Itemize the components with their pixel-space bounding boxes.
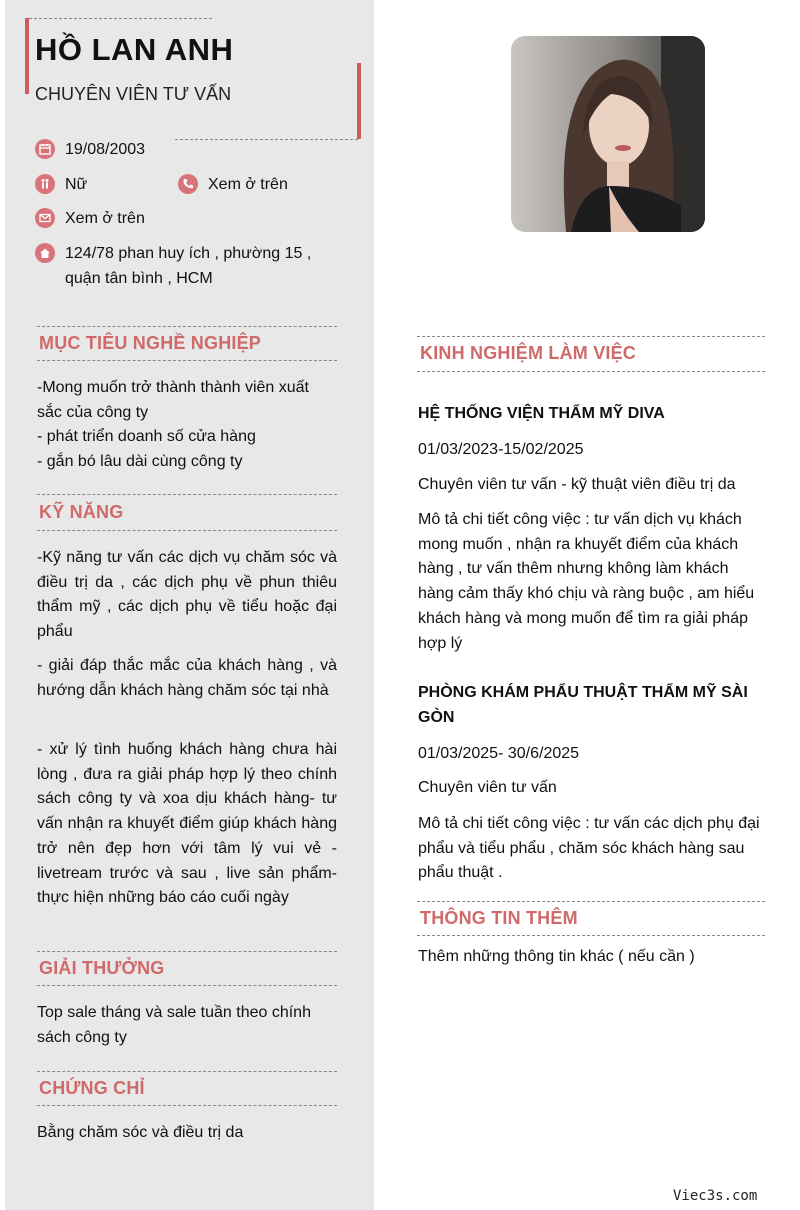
mail-icon bbox=[35, 208, 55, 228]
phone-icon bbox=[178, 174, 198, 194]
address-line-2: quận tân bình , HCM bbox=[65, 270, 213, 287]
certificates-text: Bằng chăm sóc và điều trị da bbox=[37, 1124, 244, 1141]
candidate-name: HỒ LAN ANH bbox=[35, 32, 234, 67]
skills-heading: KỸ NĂNG bbox=[39, 502, 124, 522]
objective-heading: MỤC TIÊU NGHỀ NGHIỆP bbox=[39, 333, 262, 353]
gender-icon bbox=[35, 174, 55, 194]
skill-paragraph: -Kỹ năng tư vấn các dịch vụ chăm sóc và điều trị da , các dịch phụ về phun thiêu thẩm mỹ , các dịch phụ về tiểu hoặc đại phẩu bbox=[37, 549, 337, 641]
objective-line: - gắn bó lâu dài cùng công ty bbox=[37, 453, 243, 471]
candidate-title: CHUYÊN VIÊN TƯ VẤN bbox=[35, 84, 232, 104]
title-accent-bar bbox=[357, 63, 361, 139]
objective-rule-bottom bbox=[37, 360, 337, 361]
job-company: PHÒNG KHÁM PHẨU THUẬT THẨM MỸ SÀI GÒN bbox=[418, 684, 748, 726]
experience-rule-bottom bbox=[417, 371, 765, 372]
additional-heading: THÔNG TIN THÊM bbox=[420, 908, 578, 928]
job-position: Chuyên viên tư vấn bbox=[418, 779, 557, 796]
skills-rule-top bbox=[37, 494, 337, 495]
certificates-rule-bottom bbox=[37, 1105, 337, 1106]
gender-value: Nữ bbox=[65, 176, 88, 193]
home-icon bbox=[35, 243, 55, 263]
objective-rule-top bbox=[37, 326, 337, 327]
awards-text: Top sale tháng và sale tuần theo chính sách công ty bbox=[37, 1004, 311, 1046]
header-bottom-rule bbox=[175, 139, 358, 140]
awards-heading: GIẢI THƯỞNG bbox=[39, 958, 165, 978]
profile-photo bbox=[511, 36, 705, 232]
skills-rule-bottom bbox=[37, 530, 337, 531]
site-watermark: Viec3s.com bbox=[673, 1188, 758, 1204]
certificates-heading: CHỨNG CHỈ bbox=[39, 1078, 145, 1098]
experience-rule-top bbox=[417, 336, 765, 337]
objective-line: sắc của công ty bbox=[37, 403, 149, 421]
experience-heading: KINH NGHIỆM LÀM VIỆC bbox=[420, 343, 637, 363]
objective-line: -Mong muốn trở thành thành viên xuất bbox=[37, 379, 309, 396]
additional-rule-top bbox=[417, 901, 765, 902]
calendar-icon bbox=[35, 139, 55, 159]
awards-rule-top bbox=[37, 951, 337, 952]
birthday-value: 19/08/2003 bbox=[65, 141, 146, 158]
job-description: Mô tả chi tiết công việc : tư vấn dịch vụ khách mong muốn , nhận ra khuyết điểm của khách hàng , tư vấn thêm nhưng không làm khách hàng cảm thấy khó chịu và ràng buộc , am hiểu khách hàng và mong muốn để tìm ra giải pháp hợp lý bbox=[418, 511, 755, 652]
objective-text bbox=[37, 376, 337, 475]
awards-rule-bottom bbox=[37, 985, 337, 986]
email-value: Xem ở trên bbox=[65, 210, 145, 227]
header-top-rule bbox=[29, 18, 212, 19]
additional-rule-bottom bbox=[417, 935, 765, 936]
phone-value: Xem ở trên bbox=[208, 176, 288, 193]
job-dates: 01/03/2025- 30/6/2025 bbox=[418, 745, 580, 762]
job-description: Mô tả chi tiết công việc : tư vấn các dịch phụ đại phẩu và tiểu phẩu , chăm sóc khách hàng sau phẩu thuật . bbox=[418, 815, 760, 882]
job-company: HỆ THỐNG VIỆN THẨM MỸ DIVA bbox=[418, 405, 665, 422]
skill-paragraph: - xử lý tình huống khách hàng chưa hài lòng , đưa ra giải pháp hợp lý theo chính sách công ty và xoa dịu khách hàng- tư vấn nhận ra khuyết điểm giúp khách hàng trở nên đẹp hơn với tâm lý vui vẻ - livetream trước và sau , live sản phẩm- thực hiện những báo cáo cuối ngày bbox=[37, 741, 337, 907]
additional-text: Thêm những thông tin khác ( nếu cần ) bbox=[418, 948, 695, 965]
name-accent-bar bbox=[25, 18, 29, 94]
job-position: Chuyên viên tư vấn - kỹ thuật viên điều trị da bbox=[418, 476, 736, 493]
objective-line: - phát triển doanh số cửa hàng bbox=[37, 428, 256, 446]
skill-paragraph: - giải đáp thắc mắc của khách hàng , và hướng dẫn khách hàng chăm sóc tại nhà bbox=[37, 657, 337, 699]
certificates-rule-top bbox=[37, 1071, 337, 1072]
address-line-1: 124/78 phan huy ích , phường 15 , bbox=[65, 245, 312, 262]
job-dates: 01/03/2023-15/02/2025 bbox=[418, 441, 584, 458]
